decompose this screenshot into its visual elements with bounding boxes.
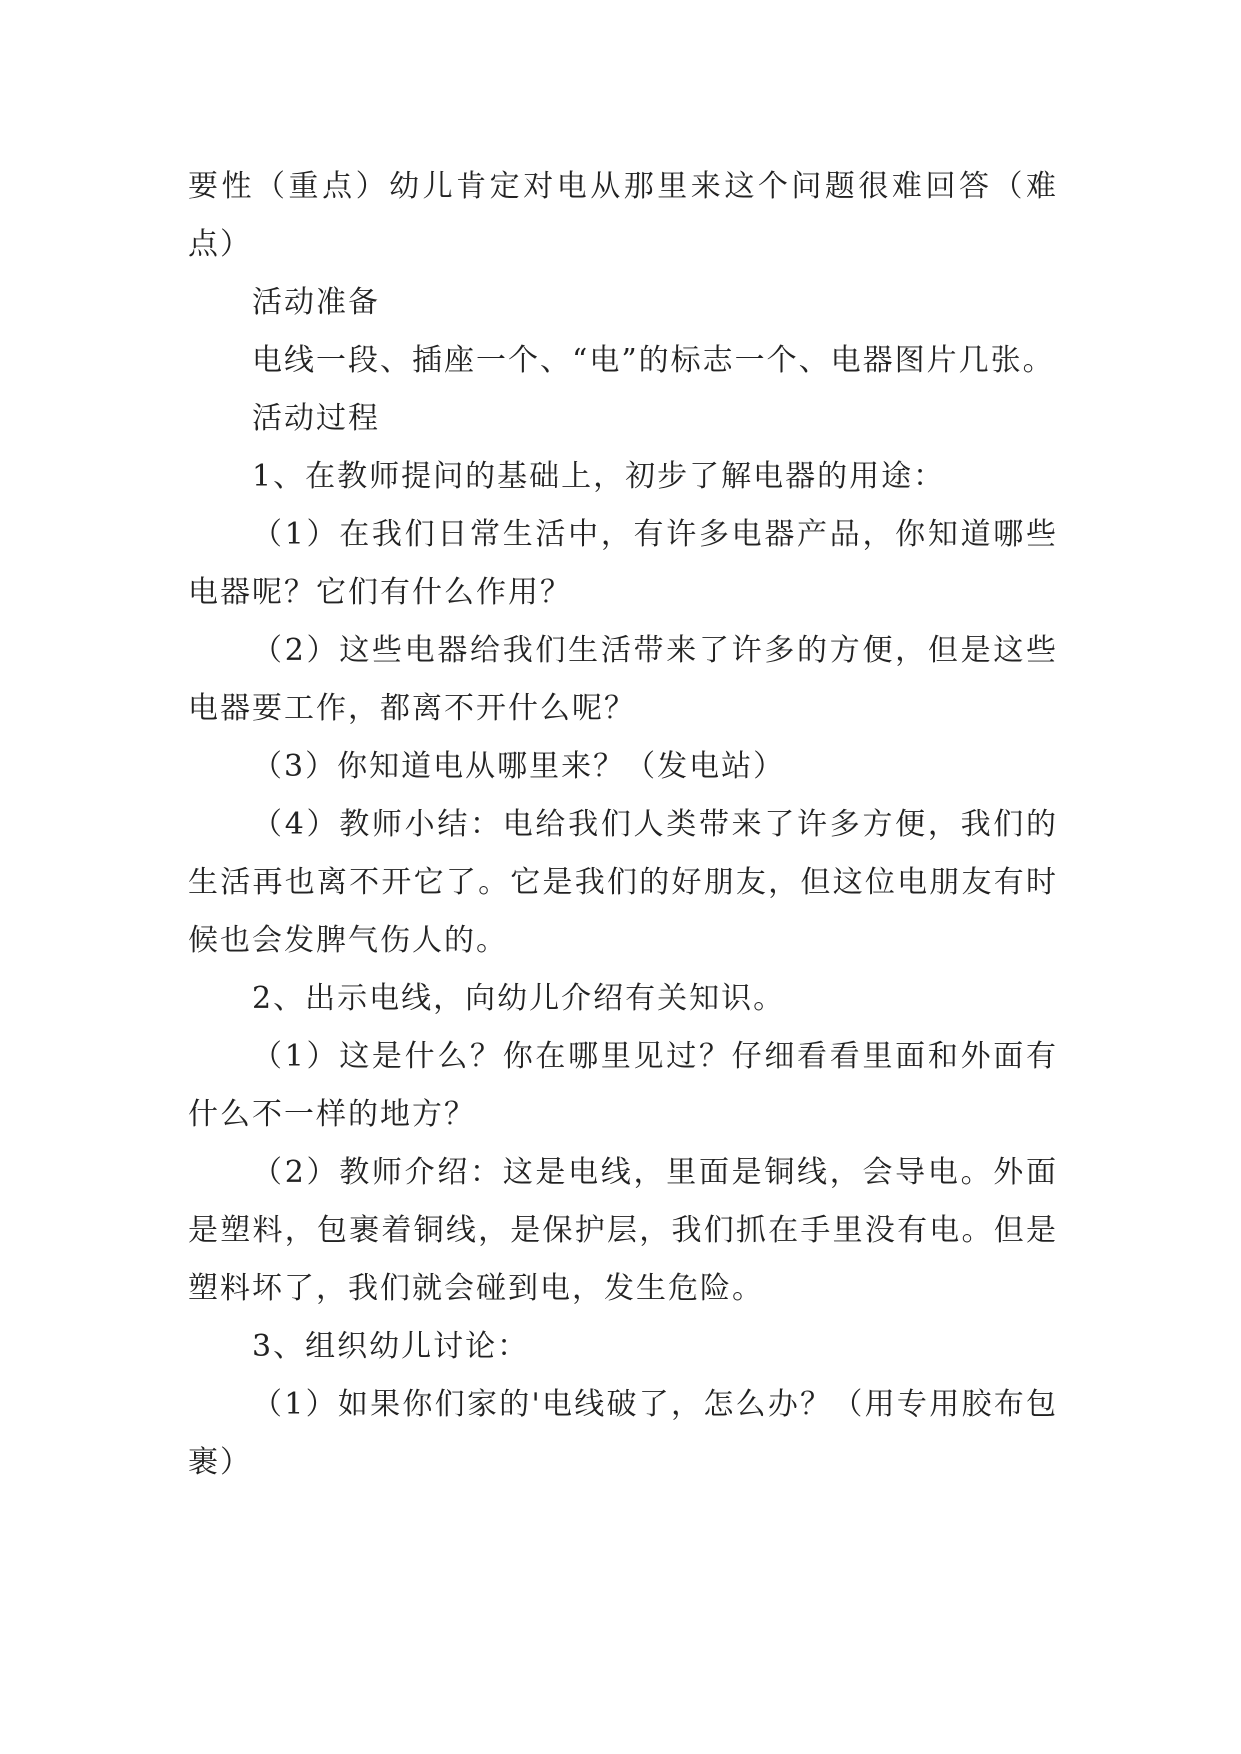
step-1-question-2: （2）这些电器给我们生活带来了许多的方便，但是这些电器要工作，都离不开什么呢？	[188, 633, 1058, 726]
heading-activity-process: 活动过程	[252, 401, 380, 436]
step-2: 2、出示电线，向幼儿介绍有关知识。	[252, 981, 786, 1016]
paragraph-materials: 电线一段、插座一个、“电”的标志一个、电器图片几张。	[252, 343, 1055, 378]
paragraph-continuation: 要性（重点）幼儿肯定对电从那里来这个问题很难回答（难点）	[188, 169, 1058, 262]
step-2-teacher-intro: （2）教师介绍：这是电线，里面是铜线，会导电。外面是塑料，包裹着铜线，是保护层，我们抓在手里没有电。但是塑料坏了，我们就会碰到电，发生危险。	[188, 1155, 1058, 1306]
step-1: 1、在教师提问的基础上，初步了解电器的用途：	[252, 459, 946, 494]
step-1-question-3: （3）你知道电从哪里来？（发电站）	[252, 749, 786, 784]
step-3-question-1: （1）如果你们家的'电线破了，怎么办？（用专用胶布包裹）	[188, 1387, 1058, 1480]
step-2-question-1: （1）这是什么？你在哪里见过？仔细看看里面和外面有什么不一样的地方？	[188, 1039, 1058, 1132]
document-body	[188, 158, 1058, 1492]
step-1-summary: （4）教师小结：电给我们人类带来了许多方便，我们的生活再也离不开它了。它是我们的好朋友，但这位电朋友有时候也会发脾气伤人的。	[188, 807, 1058, 958]
heading-activity-preparation: 活动准备	[252, 285, 380, 320]
step-1-question-1: （1）在我们日常生活中，有许多电器产品，你知道哪些电器呢？它们有什么作用？	[188, 517, 1058, 610]
step-3: 3、组织幼儿讨论：	[252, 1329, 530, 1364]
